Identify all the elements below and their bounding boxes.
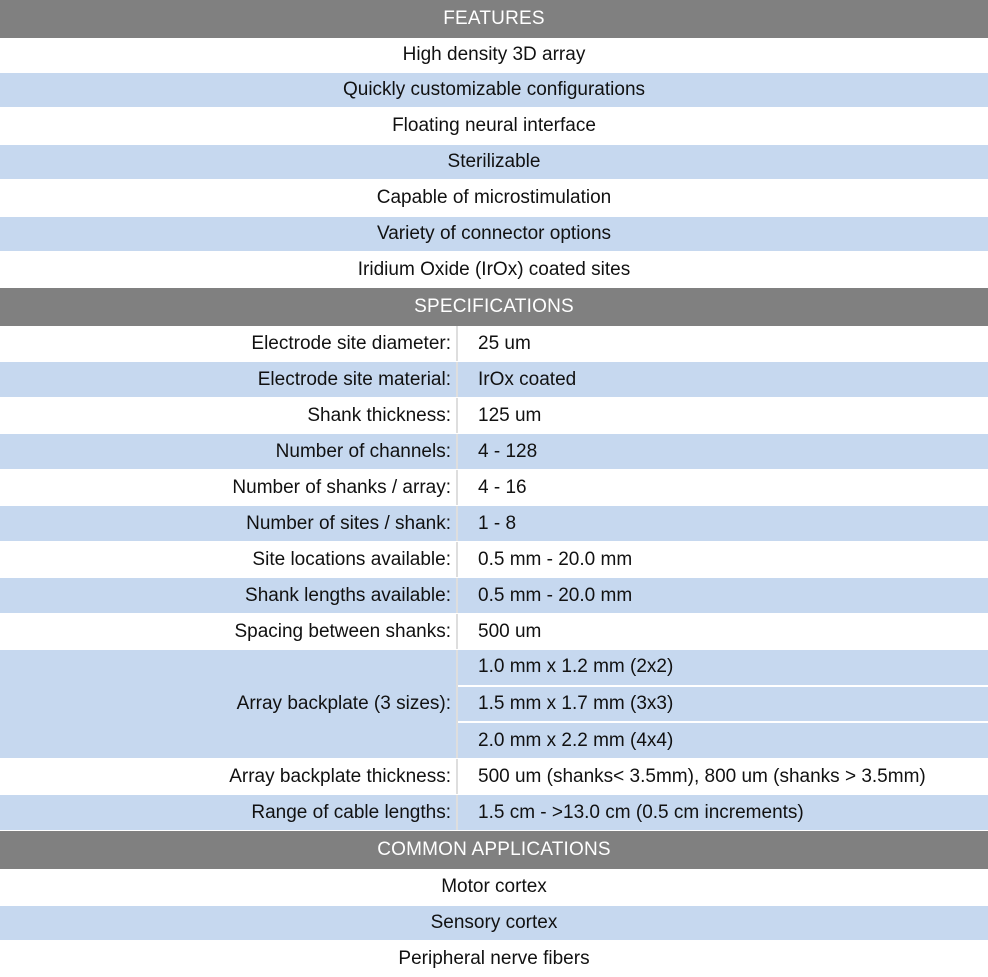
spec-value: 1 - 8 [478, 512, 517, 534]
spec-row [0, 614, 988, 650]
spec-value: 500 um (shanks< 3.5mm), 800 um (shanks > 3.5mm) [478, 765, 926, 787]
spec-label: Site locations available: [0, 542, 458, 577]
spec-row [0, 326, 988, 362]
feature-row [0, 180, 988, 216]
spec-row [0, 470, 988, 506]
feature-row [0, 216, 988, 252]
spec-label: Electrode site material: [0, 362, 458, 397]
spec-label: Spacing between shanks: [0, 614, 458, 649]
feature-row [0, 108, 988, 144]
feature-item: High density 3D array [402, 44, 586, 65]
application-item: Motor cortex [441, 876, 547, 897]
spec-row [0, 578, 988, 614]
feature-item: Iridium Oxide (IrOx) coated sites [357, 259, 631, 280]
spec-label: Electrode site diameter: [0, 326, 458, 361]
feature-row [0, 38, 988, 72]
spec-value: 125 um [478, 404, 542, 426]
spec-label: Shank lengths available: [0, 578, 458, 613]
feature-item: Floating neural interface [392, 115, 596, 136]
spec-value: 500 um [478, 620, 542, 642]
application-item: Sensory cortex [430, 912, 558, 933]
spec-row [0, 759, 988, 795]
spec-label: Range of cable lengths: [0, 795, 458, 830]
backplate-group [0, 650, 988, 759]
specifications-title: SPECIFICATIONS [414, 296, 574, 317]
backplate-size: 1.5 mm x 1.7 mm (3x3) [458, 687, 988, 724]
specifications-header [0, 288, 988, 326]
backplate-size: 2.0 mm x 2.2 mm (4x4) [478, 729, 674, 751]
application-item: Peripheral nerve fibers [398, 948, 590, 969]
spec-row [0, 362, 988, 398]
spec-label: Array backplate thickness: [0, 759, 458, 794]
spec-value: 0.5 mm - 20.0 mm [478, 584, 633, 606]
spec-value: 4 - 16 [478, 476, 527, 498]
backplate-values [458, 650, 988, 758]
spec-row [0, 398, 988, 434]
spec-value: 25 um [478, 332, 531, 354]
spec-row [0, 434, 988, 470]
spec-value: 1.5 cm - >13.0 cm (0.5 cm increments) [478, 801, 804, 823]
spec-label: Number of channels: [0, 434, 458, 469]
application-row [0, 869, 988, 905]
spec-label: Shank thickness: [0, 398, 458, 433]
features-header [0, 0, 988, 38]
feature-item: Sterilizable [447, 151, 541, 172]
applications-header [0, 831, 988, 869]
backplate-label: Array backplate (3 sizes): [0, 650, 458, 758]
spec-value: 0.5 mm - 20.0 mm [478, 548, 633, 570]
applications-title: COMMON APPLICATIONS [377, 839, 611, 860]
application-row [0, 905, 988, 941]
feature-item: Capable of microstimulation [376, 187, 612, 208]
feature-row [0, 144, 988, 180]
spec-value: IrOx coated [478, 368, 577, 390]
spec-value: 4 - 128 [478, 440, 538, 462]
spec-row [0, 506, 988, 542]
feature-item: Quickly customizable configurations [342, 79, 646, 100]
feature-row [0, 72, 988, 108]
backplate-size: 1.0 mm x 1.2 mm (2x2) [458, 650, 988, 687]
spec-row [0, 795, 988, 831]
spec-label: Number of shanks / array: [0, 470, 458, 505]
feature-item: Variety of connector options [376, 223, 612, 244]
feature-row [0, 252, 988, 288]
spec-label: Number of sites / shank: [0, 506, 458, 541]
spec-row [0, 542, 988, 578]
features-title: FEATURES [443, 8, 545, 29]
